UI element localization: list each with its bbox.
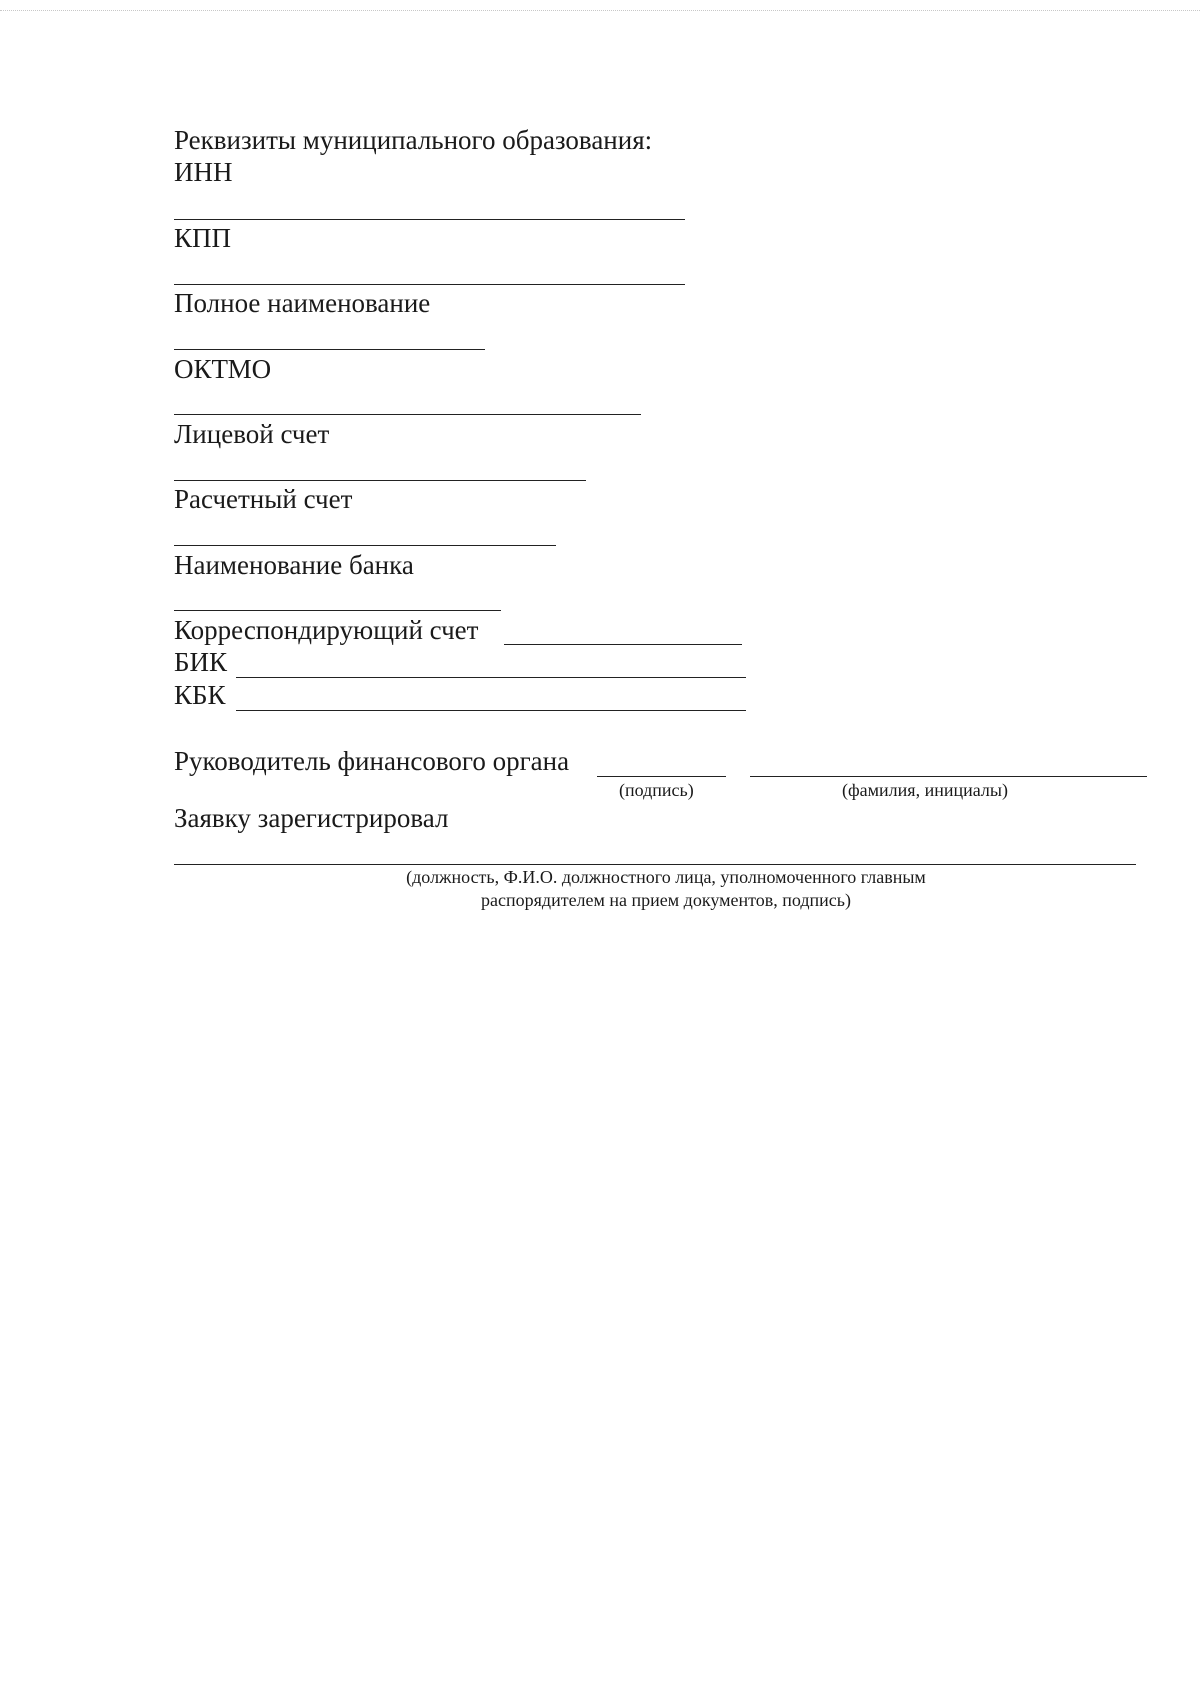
kbk-field-line[interactable] [236, 710, 746, 711]
signature-caption: (подпись) [619, 780, 694, 800]
full-name-label: Полное наименование [174, 288, 431, 318]
head-label: Руководитель финансового органа [174, 746, 570, 776]
oktmo-field-line[interactable] [174, 414, 641, 415]
registered-label: Заявку зарегистрировал [174, 803, 449, 833]
personal-account-label: Лицевой счет [174, 419, 330, 449]
kpp-label: КПП [174, 223, 232, 253]
page-top-edge [0, 10, 1200, 11]
official-caption [174, 866, 1158, 912]
inn-field-line[interactable] [174, 219, 685, 220]
corr-account-field-line[interactable] [504, 644, 742, 645]
bank-name-label: Наименование банка [174, 550, 414, 580]
personal-account-field-line[interactable] [174, 480, 586, 481]
settlement-account-label: Расчетный счет [174, 484, 353, 514]
full-name-field-line[interactable] [174, 349, 485, 350]
kbk-label: КБК [174, 680, 226, 710]
corr-account-label: Корреспондирующий счет [174, 615, 479, 645]
kpp-field-line[interactable] [174, 284, 685, 285]
bik-field-line[interactable] [236, 677, 746, 678]
official-caption-line-2: распорядителем на прием документов, подпись) [481, 890, 851, 910]
registered-official-line[interactable] [174, 864, 1136, 865]
bik-label: БИК [174, 647, 228, 677]
head-signature-line[interactable] [597, 776, 726, 777]
form-header: Реквизиты муниципального образования: [174, 125, 653, 155]
inn-label: ИНН [174, 157, 233, 187]
settlement-account-field-line[interactable] [174, 545, 556, 546]
official-caption-line-1: (должность, Ф.И.О. должностного лица, уполномоченного главным [406, 867, 926, 887]
bank-name-field-line[interactable] [174, 610, 501, 611]
name-caption: (фамилия, инициалы) [842, 780, 1008, 800]
oktmo-label: ОКТМО [174, 354, 272, 384]
head-name-line[interactable] [750, 776, 1147, 777]
